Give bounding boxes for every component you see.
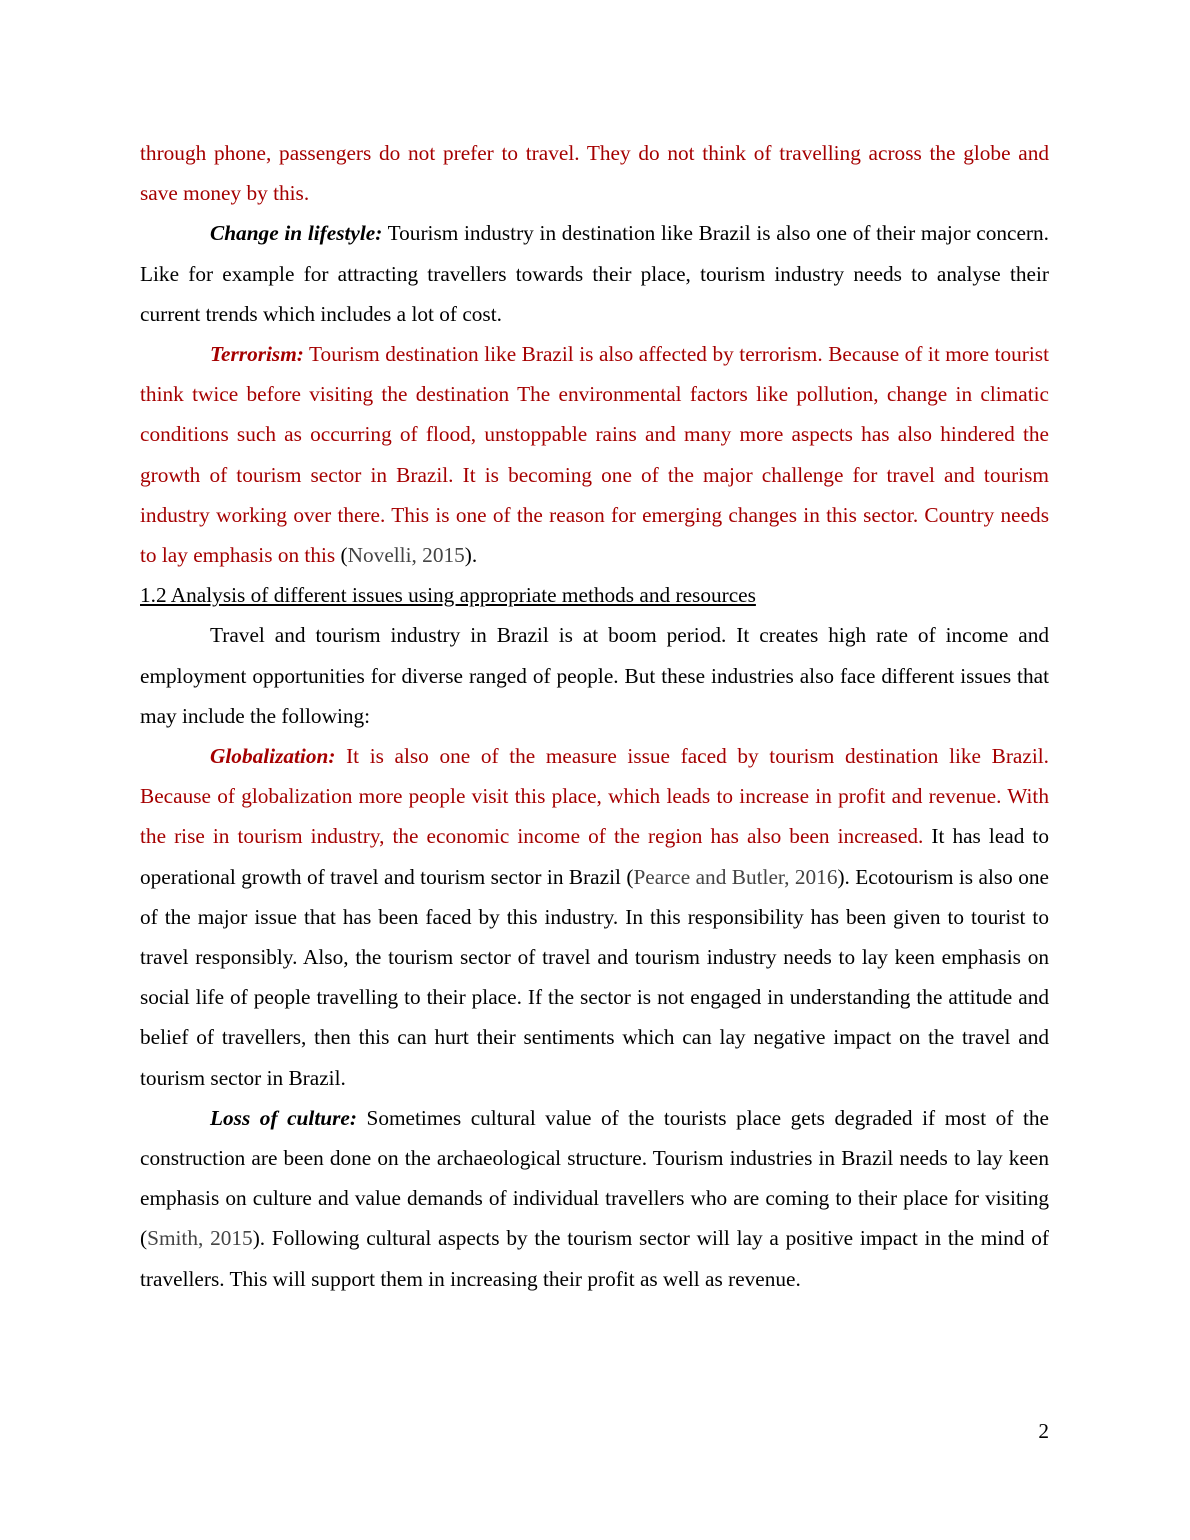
term-loss-of-culture: Loss of culture: bbox=[210, 1105, 357, 1130]
citation-pearce-butler: Pearce and Butler, 2016 bbox=[633, 864, 838, 889]
paragraph-text: through phone, passengers do not prefer to travel. They do not think of travelling across the globe and save money by this. bbox=[140, 141, 1049, 206]
paragraph-loss-of-culture bbox=[140, 1098, 1049, 1299]
paragraph-text: Tourism industry in destination like Brazil is also one of their major concern. Like for example for attracting travellers towards their place, tourism industry needs to analyse their current trends which includes a lot of cost. bbox=[140, 221, 1049, 326]
paragraph-continuation bbox=[140, 133, 1049, 213]
paragraph-text: Tourism destination like Brazil is also affected by terrorism. Because of it more tourist think twice before visiting the destination The environmental factors like pollution, change in climatic conditions such as occurring of flood, unstoppable rains and many more aspects has also hindered the growth of tourism sector in Brazil. It is becoming one of the major challenge for travel and tourism industry working over there. This is one of the reason for emerging changes in this sector. Country needs to lay emphasis on this bbox=[140, 342, 1049, 568]
citation-bracket-close: ). bbox=[464, 543, 478, 568]
paragraph-globalization bbox=[140, 736, 1049, 1098]
paragraph-text: ). Ecotourism is also one of the major issue that has been faced by this industry. In this responsibility has been given to tourist to travel responsibly. Also, the tourism sector of travel and tourism industry needs to lay keen emphasis on social life of people travelling to their place. If the sector is not engaged in understanding the attitude and belief of travellers, then this can hurt their sentiments which can lay negative impact on the travel and tourism sector in Brazil. bbox=[140, 864, 1049, 1090]
paragraph-text: It has lead to operational growth of travel and tourism sector in Brazil ( bbox=[140, 824, 1049, 889]
citation-novelli: Novelli, 2015 bbox=[347, 543, 465, 568]
citation-smith: Smith, 2015 bbox=[147, 1226, 253, 1251]
page-number: 2 bbox=[1038, 1419, 1049, 1443]
paragraph-text-red: It is also one of the measure issue faced by tourism destination like Brazil. Because of globalization more people visit this place, which leads to increase in profit and revenue. With the rise in tourism industry, the economic income of the region has also been increased. bbox=[140, 744, 1049, 849]
term-terrorism: Terrorism: bbox=[210, 342, 304, 367]
paragraph-terrorism bbox=[140, 334, 1049, 575]
paragraph-intro-issues bbox=[140, 615, 1049, 736]
paragraph-text: Sometimes cultural value of the tourists place gets degraded if most of the construction are been done on the archaeological structure. Tourism industries in Brazil needs to lay keen emphasis on culture and value demands of individual travellers who are coming to their place for visiting ( bbox=[140, 1105, 1049, 1251]
document-page bbox=[140, 133, 1049, 1299]
section-heading: 1.2 Analysis of different issues using appropriate methods and resources bbox=[140, 583, 756, 608]
paragraph-change-in-lifestyle bbox=[140, 213, 1049, 334]
paragraph-text: ). Following cultural aspects by the tourism sector will lay a positive impact in the mind of travellers. This will support them in increasing their profit as well as revenue. bbox=[140, 1226, 1049, 1291]
citation-bracket-open: ( bbox=[335, 543, 348, 568]
paragraph-text: Travel and tourism industry in Brazil is at boom period. It creates high rate of income and employment opportunities for diverse ranged of people. But these industries also face different issues that may include the following: bbox=[140, 623, 1049, 728]
term-globalization: Globalization: bbox=[210, 744, 336, 769]
term-change-in-lifestyle: Change in lifestyle: bbox=[210, 221, 383, 246]
